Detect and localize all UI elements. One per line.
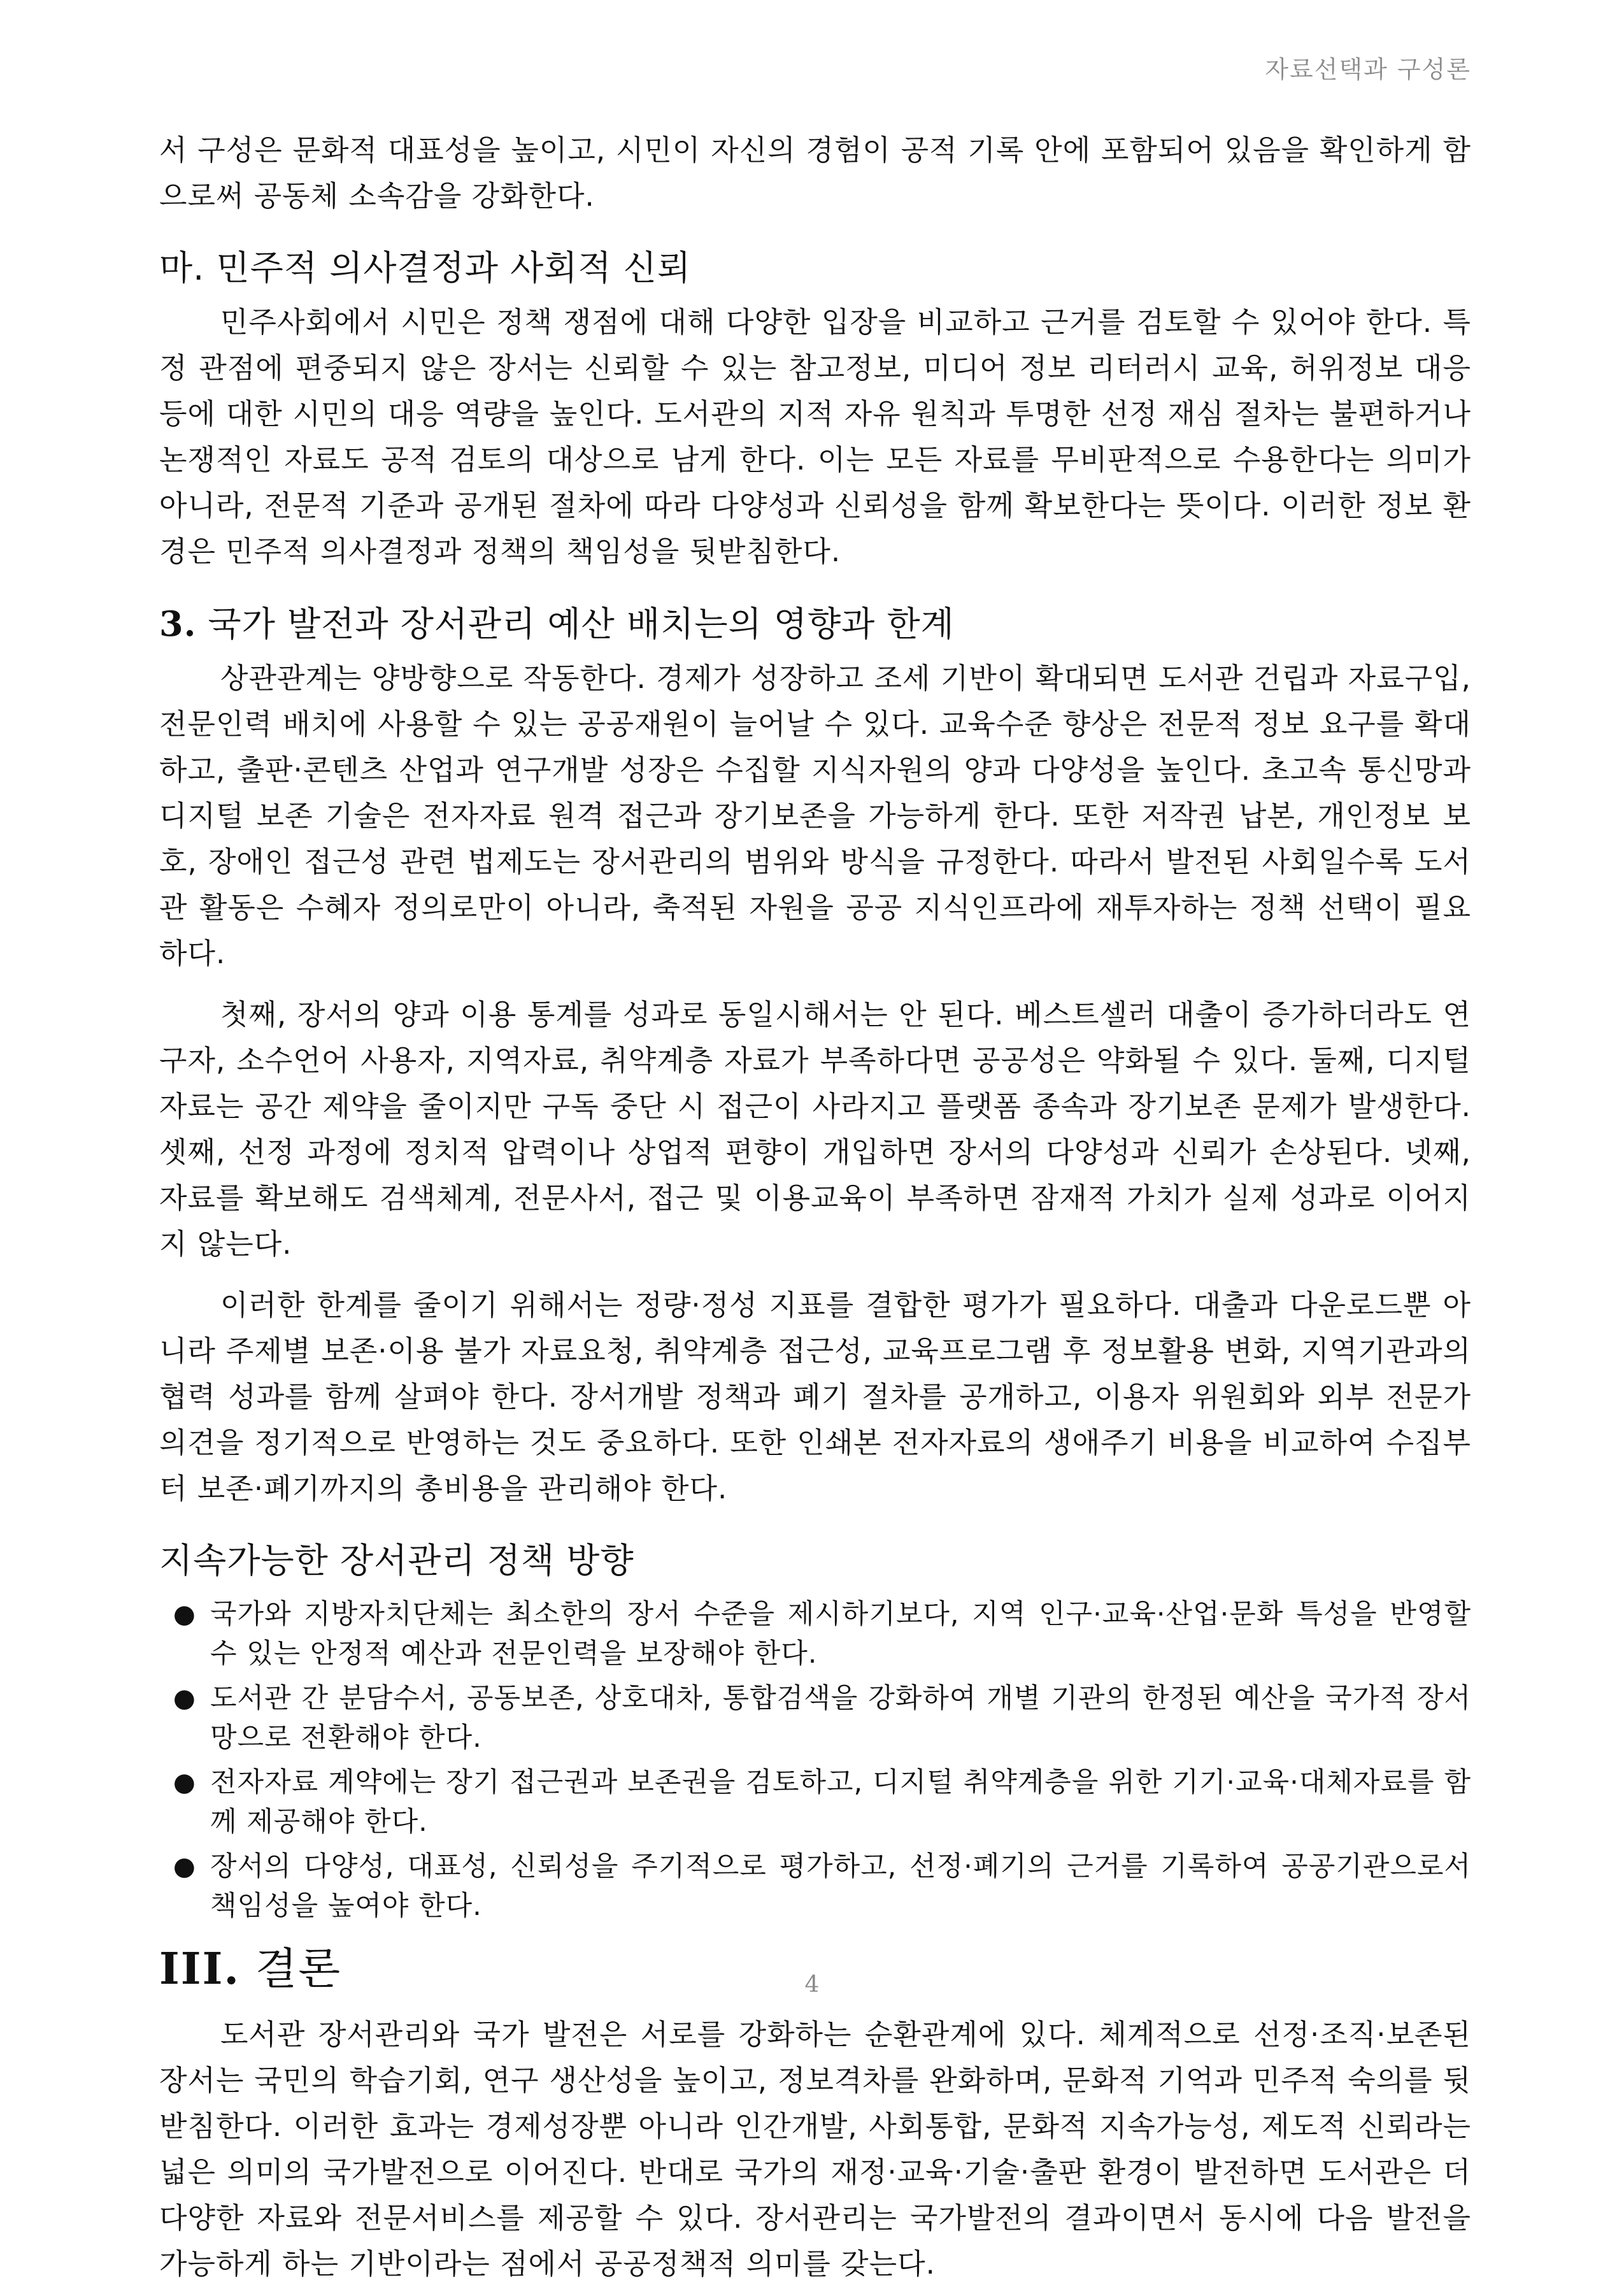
list-item bbox=[173, 1763, 1471, 1842]
list-item bbox=[173, 1595, 1471, 1674]
page-number: 4 bbox=[804, 1972, 820, 1998]
section-3-paragraph-2: 첫째, 장서의 양과 이용 통계를 성과로 동일시해서는 안 된다. 베스트셀러 대출이 증가하더라도 연구자, 소수언어 사용자, 지역자료, 취약계층 자료가 부족하다면 공공성은 약화될 수 있다. 둘째, 디지털 자료는 공간 제약을 줄이지만 구독 중단 시 접근이 사라지고 플랫폼 종속과 장기보존 문제가 발생한다. 셋째, 선정 과정에 정치적 압력이나 상업적 편향이 개입하면 장서의 다양성과 신뢰가 손상된다. 넷째, 자료를 확보해도 검색체계, 전문사서, 접근 및 이용교육이 부족하면 잠재적 가치가 실제 성과로 이어지지 않는다. bbox=[159, 998, 1471, 1261]
page-content bbox=[159, 127, 1471, 2287]
section-heading-ma: 마. 민주적 의사결정과 사회적 신뢰 bbox=[159, 248, 692, 288]
list-item-text: 도서관 간 분담수서, 공동보존, 상호대차, 통합검색을 강화하여 개별 기관의 한정된 예산을 국가적 장서망으로 전환해야 한다. bbox=[210, 1682, 1471, 1754]
chapter-title: 결론 bbox=[255, 1944, 342, 1995]
list-item bbox=[173, 1847, 1471, 1926]
chapter-number: III. bbox=[159, 1944, 241, 1995]
bullet-icon: ● bbox=[173, 1852, 196, 1881]
bullet-icon: ● bbox=[173, 1684, 196, 1713]
section-title: 국가 발전과 장서관리 예산 배치는의 영향과 한계 bbox=[208, 604, 955, 644]
running-header: 자료선택과 구성론 bbox=[1265, 55, 1471, 83]
policy-bullet-list bbox=[159, 1595, 1471, 1926]
paragraph-continuation: 서 구성은 문화적 대표성을 높이고, 시민이 자신의 경험이 공적 기록 안에 포함되어 있음을 확인하게 함으로써 공동체 소속감을 강화한다. bbox=[159, 133, 1471, 213]
conclusion-paragraph: 도서관 장서관리와 국가 발전은 서로를 강화하는 순환관계에 있다. 체계적으로 선정·조직·보존된 장서는 국민의 학습기회, 연구 생산성을 높이고, 정보격차를 완화하며, 문화적 기억과 민주적 숙의를 뒷받침한다. 이러한 효과는 경제성장뿐 아니라 인간개발, 사회통합, 문화적 지속가능성, 제도적 신뢰라는 넓은 의미의 국가발전으로 이어진다. 반대로 국가의 재정·교육·기술·출판 환경이 발전하면 도서관은 더 다양한 자료와 전문서비스를 제공할 수 있다. 장서관리는 국가발전의 결과이면서 동시에 다음 발전을 가능하게 하는 기반이라는 점에서 공공정책적 의미를 갖는다. bbox=[159, 2018, 1471, 2281]
list-item-text: 장서의 다양성, 대표성, 신뢰성을 주기적으로 평가하고, 선정·폐기의 근거를 기록하여 공공기관으로서 책임성을 높여야 한다. bbox=[210, 1851, 1471, 1922]
section-ma-paragraph: 민주사회에서 시민은 정책 쟁점에 대해 다양한 입장을 비교하고 근거를 검토할 수 있어야 한다. 특정 관점에 편중되지 않은 장서는 신뢰할 수 있는 참고정보, 미디어 정보 리터러시 교육, 허위정보 대응 등에 대한 시민의 대응 역량을 높인다. 도서관의 지적 자유 원칙과 투명한 선정 재심 절차는 불편하거나 논쟁적인 자료도 공적 검토의 대상으로 남게 한다. 이는 모든 자료를 무비판적으로 수용한다는 의미가 아니라, 전문적 기준과 공개된 절차에 따라 다양성과 신뢰성을 함께 확보한다는 뜻이다. 이러한 정보 환경은 민주적 의사결정과 정책의 책임성을 뒷받침한다. bbox=[159, 305, 1471, 568]
section-3-paragraph-1: 상관관계는 양방향으로 작동한다. 경제가 성장하고 조세 기반이 확대되면 도서관 건립과 자료구입, 전문인력 배치에 사용할 수 있는 공공재원이 늘어날 수 있다. 교육수준 향상은 전문적 정보 요구를 확대하고, 출판·콘텐츠 산업과 연구개발 성장은 수집할 지식자원의 양과 다양성을 높인다. 초고속 통신망과 디지털 보존 기술은 전자자료 원격 접근과 장기보존을 가능하게 한다. 또한 저작권 납본, 개인정보 보호, 장애인 접근성 관련 법제도는 장서관리의 범위와 방식을 규정한다. 따라서 발전된 사회일수록 도서관 활동은 수혜자 정의로만이 아니라, 축적된 자원을 공공 지식인프라에 재투자하는 정책 선택이 필요하다. bbox=[159, 661, 1471, 970]
section-heading-policy: 지속가능한 장서관리 정책 방향 bbox=[159, 1540, 634, 1581]
section-number: 3. bbox=[159, 603, 197, 644]
section-3-paragraph-3: 이러한 한계를 줄이기 위해서는 정량·정성 지표를 결합한 평가가 필요하다. 대출과 다운로드뿐 아니라 주제별 보존·이용 불가 자료요청, 취약계층 접근성, 교육프로그램 후 정보활용 변화, 지역기관과의 협력 성과를 함께 살펴야 한다. 장서개발 정책과 폐기 절차를 공개하고, 이용자 위원회와 외부 전문가 의견을 정기적으로 반영하는 것도 중요하다. 또한 인쇄본 전자자료의 생애주기 비용을 비교하여 수집부터 보존·폐기까지의 총비용을 관리해야 한다. bbox=[159, 1288, 1471, 1505]
bullet-icon: ● bbox=[173, 1768, 196, 1797]
list-item bbox=[173, 1679, 1471, 1758]
list-item-text: 전자자료 계약에는 장기 접근권과 보존권을 검토하고, 디지털 취약계층을 위한 기기·교육·대체자료를 함께 제공해야 한다. bbox=[210, 1767, 1471, 1838]
section-heading-3 bbox=[159, 596, 1471, 652]
list-item-text: 국가와 지방자치단체는 최소한의 장서 수준을 제시하기보다, 지역 인구·교육·산업·문화 특성을 반영할 수 있는 안정적 예산과 전문인력을 보장해야 한다. bbox=[210, 1598, 1471, 1670]
bullet-icon: ● bbox=[173, 1600, 196, 1629]
